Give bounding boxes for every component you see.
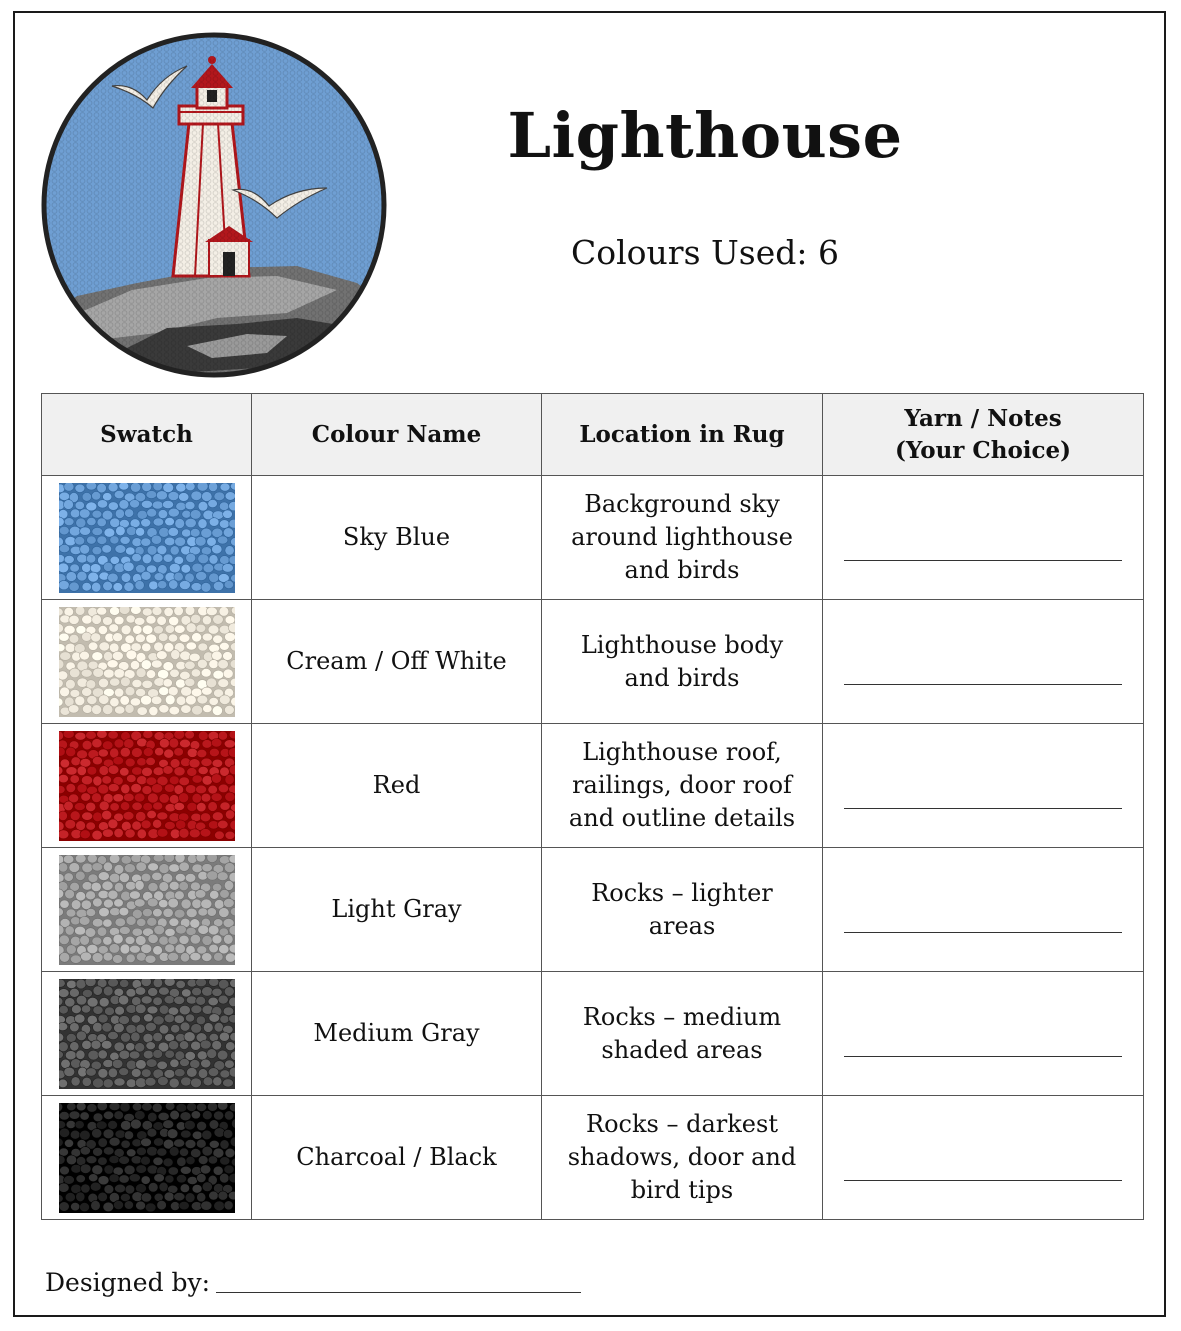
swatch-medium-gray — [59, 979, 235, 1089]
colour-name-cell: Charcoal / Black — [252, 1096, 542, 1220]
swatch-cell — [42, 600, 252, 724]
swatch-cell — [42, 1096, 252, 1220]
lighthouse-rug-image — [37, 28, 391, 382]
header-location: Location in Rug — [542, 394, 823, 476]
swatch-charcoal — [59, 1103, 235, 1213]
header-notes: Yarn / Notes (Your Choice) — [823, 394, 1144, 476]
swatch-cell — [42, 724, 252, 848]
table-row — [42, 724, 1144, 848]
notes-cell[interactable] — [823, 724, 1144, 848]
colour-name-cell: Medium Gray — [252, 972, 542, 1096]
colour-name-cell: Sky Blue — [252, 476, 542, 600]
notes-cell[interactable] — [823, 600, 1144, 724]
swatch-red — [59, 731, 235, 841]
designed-by-label: Designed by: — [45, 1268, 211, 1297]
page-title: Lighthouse — [507, 99, 903, 172]
location-cell: Rocks – medium shaded areas — [542, 972, 823, 1096]
table-header-row — [42, 394, 1144, 476]
designer-signature-line[interactable] — [216, 1292, 581, 1293]
colour-table — [41, 393, 1144, 1220]
notes-write-line[interactable] — [844, 560, 1122, 561]
location-cell: Lighthouse body and birds — [542, 600, 823, 724]
table-row — [42, 1096, 1144, 1220]
colour-name-cell: Red — [252, 724, 542, 848]
header-colour-name: Colour Name — [252, 394, 542, 476]
location-cell: Rocks – lighter areas — [542, 848, 823, 972]
notes-cell[interactable] — [823, 476, 1144, 600]
swatch-cell — [42, 848, 252, 972]
swatch-light-gray — [59, 855, 235, 965]
location-cell: Lighthouse roof, railings, door roof and outline details — [542, 724, 823, 848]
pattern-sheet — [13, 11, 1166, 1317]
swatch-cell — [42, 476, 252, 600]
notes-write-line[interactable] — [844, 932, 1122, 933]
header-swatch: Swatch — [42, 394, 252, 476]
notes-cell[interactable] — [823, 1096, 1144, 1220]
colour-name-cell: Light Gray — [252, 848, 542, 972]
colour-name-cell: Cream / Off White — [252, 600, 542, 724]
location-cell: Background sky around lighthouse and birds — [542, 476, 823, 600]
notes-write-line[interactable] — [844, 684, 1122, 685]
location-cell: Rocks – darkest shadows, door and bird tips — [542, 1096, 823, 1220]
swatch-cream — [59, 607, 235, 717]
table-row — [42, 476, 1144, 600]
table-row — [42, 848, 1144, 972]
swatch-sky-blue — [59, 483, 235, 593]
designed-by-field — [45, 1266, 581, 1300]
notes-write-line[interactable] — [844, 1180, 1122, 1181]
swatch-cell — [42, 972, 252, 1096]
notes-write-line[interactable] — [844, 808, 1122, 809]
table-row — [42, 600, 1144, 724]
notes-cell[interactable] — [823, 972, 1144, 1096]
colours-used-count: Colours Used: 6 — [571, 233, 839, 272]
table-row — [42, 972, 1144, 1096]
notes-write-line[interactable] — [844, 1056, 1122, 1057]
notes-cell[interactable] — [823, 848, 1144, 972]
